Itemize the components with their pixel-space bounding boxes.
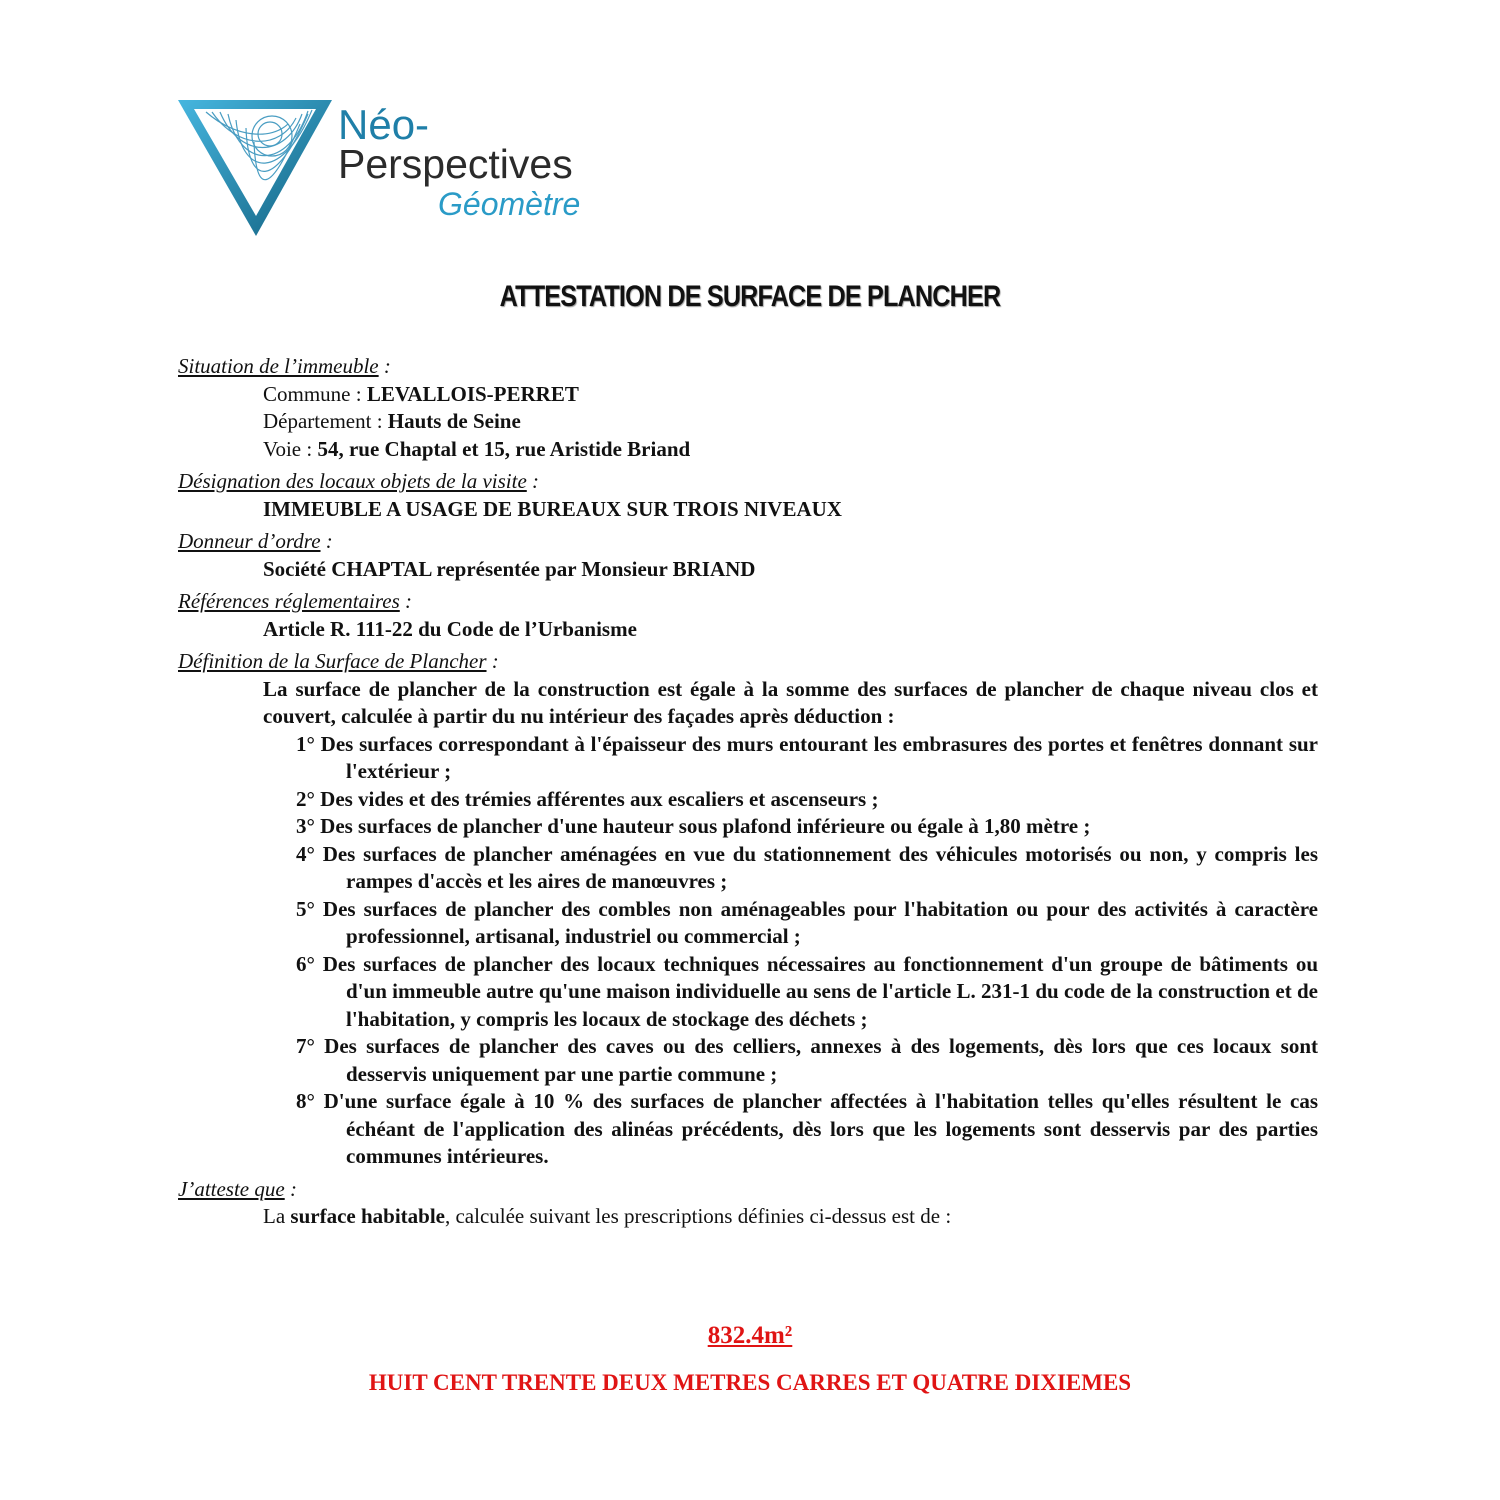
area-value: 832.4m² (707, 1322, 793, 1349)
section-donneur (178, 528, 1318, 583)
logo-line-neo: Néo- (338, 101, 430, 148)
logo-text (338, 101, 581, 222)
area-in-words: HUIT CENT TRENTE DEUX METRES CARRES ET QUATRE DIXIEMES (368, 1370, 1132, 1395)
designation-value: IMMEUBLE A USAGE DE BUREAUX SUR TROIS NIVEAUX (263, 496, 842, 521)
section-heading: Désignation des locaux objets de la visite : (178, 469, 540, 493)
attestation-sentence: La surface habitable, calculée suivant les prescriptions définies ci-dessus est de : (263, 1204, 952, 1228)
references-value: Article R. 111-22 du Code de l’Urbanisme (263, 616, 637, 641)
section-heading: Donneur d’ordre : (178, 529, 333, 553)
list-item: 4° Des surfaces de plancher aménagées en vue du stationnement des véhicules motorisés ou non, y compris les rampes d'accès et les aires de manœuvres ; (296, 841, 1318, 893)
voie-line (178, 436, 1318, 464)
voie-label: Voie : (263, 436, 318, 461)
voie-value: 54, rue Chaptal et 15, rue Aristide Briand (317, 436, 691, 461)
section-attestation (178, 1176, 1318, 1231)
list-item: 7° Des surfaces de plancher des caves ou des celliers, annexes à des logements, dès lors que ces locaux sont desservis uniquement par une partie commune ; (296, 1034, 1318, 1086)
surface-habitable-term: surface habitable (290, 1204, 445, 1228)
donneur-value: Société CHAPTAL représentée par Monsieur BRIAND (263, 556, 756, 581)
section-definition (178, 648, 1318, 1171)
document-title: ATTESTATION DE SURFACE DE PLANCHER (499, 280, 1001, 313)
section-heading: Références réglementaires : (178, 589, 413, 613)
section-heading: J’atteste que : (178, 1176, 297, 1201)
company-logo (176, 98, 596, 240)
triangle-spiral-icon (176, 98, 336, 240)
commune-value: LEVALLOIS-PERRET (366, 381, 579, 406)
list-item: 5° Des surfaces de plancher des combles non aménageables pour l'habitation ou pour des activités à caractère professionnel, artisanal, industriel ou commercial ; (296, 896, 1318, 948)
definition-intro: La surface de plancher de la construction est égale à la somme des surfaces de plancher de chaque niveau clos et couvert, calculée à partir du nu intérieur des façades après déduction : (263, 676, 1318, 728)
list-item: 3° Des surfaces de plancher d'une hauteur sous plafond inférieure ou égale à 1,80 mètre ; (296, 814, 1091, 838)
section-designation (178, 468, 1318, 523)
list-item: 1° Des surfaces correspondant à l'épaisseur des murs entourant les embrasures des portes et fenêtres donnant sur l'extérieur ; (296, 731, 1318, 783)
logo-line-geometre: Géomètre (438, 186, 581, 222)
document-body (178, 353, 1318, 1236)
section-references (178, 588, 1318, 643)
commune-line (178, 381, 1318, 409)
list-item: 2° Des vides et des trémies afférentes aux escaliers et ascenseurs ; (296, 786, 879, 811)
departement-label: Département : (263, 409, 388, 433)
list-item: 8° D'une surface égale à 10 % des surfaces de plancher affectées à l'habitation telles qu'elles résultent le cas échéant de l'application des alinéas précédents, dès lors que les logements sont desservis par des parties communes intérieures. (296, 1089, 1318, 1168)
list-item: 6° Des surfaces de plancher des locaux techniques nécessaires au fonctionnement d'un groupe de bâtiments ou d'un immeuble autre qu'une maison individuelle au sens de l'article L. 231-1 du code de la construction et de l'habitation, y compris les locaux de stockage des déchets ; (296, 951, 1318, 1031)
section-heading: Situation de l’immeuble : (178, 354, 391, 378)
definition-list (178, 731, 1318, 1171)
logo-line-perspectives: Perspectives (338, 141, 573, 187)
section-situation (178, 353, 1318, 463)
departement-line (178, 408, 1318, 436)
section-heading: Définition de la Surface de Plancher : (178, 649, 499, 673)
commune-label: Commune : (263, 381, 367, 406)
departement-value: Hauts de Seine (387, 409, 521, 433)
